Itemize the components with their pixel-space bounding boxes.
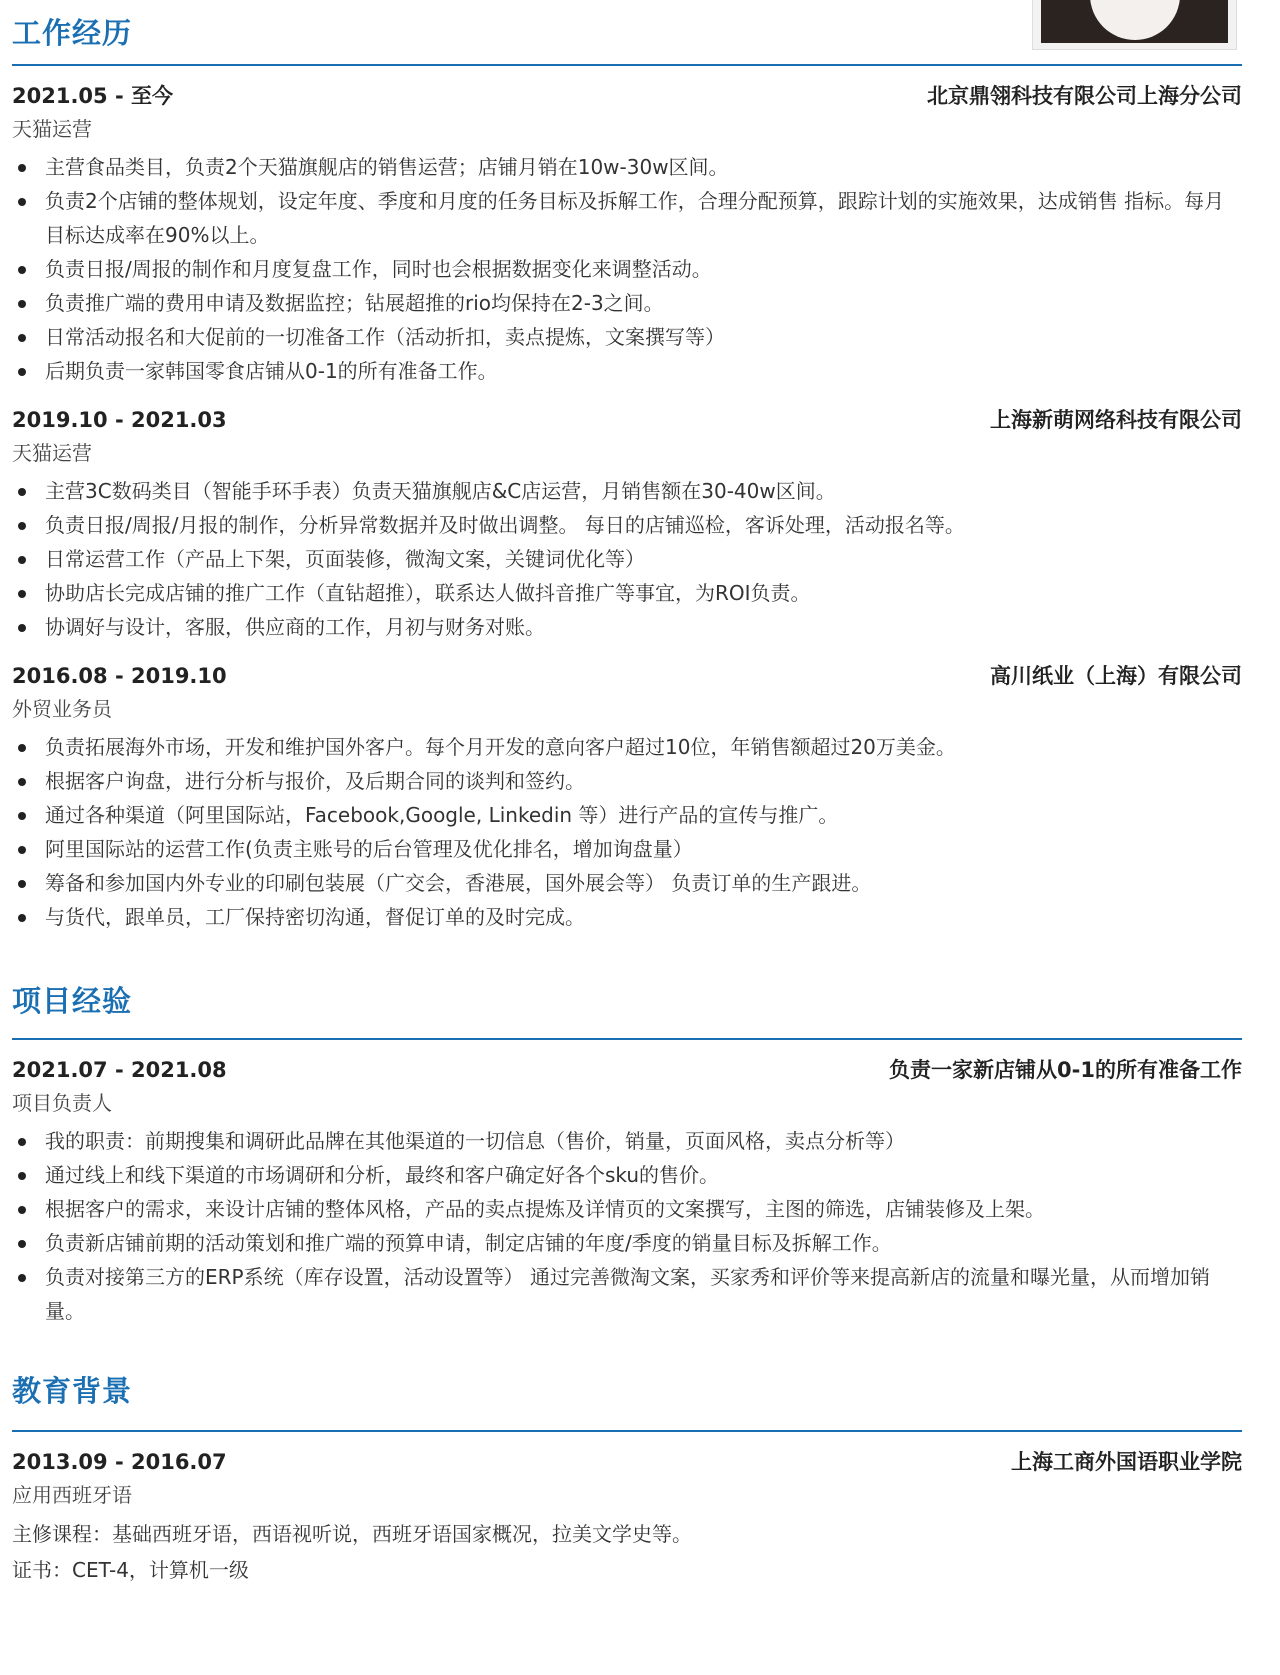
resume-page [12, 0, 1242, 1588]
entry-header [12, 404, 1242, 436]
section-divider [12, 1430, 1242, 1432]
entry-date: 2021.05 - 至今 [12, 84, 173, 108]
bullet-item: 根据客户的需求，来设计店铺的整体风格，产品的卖点提炼及详情页的文案撰写，主图的筛选，店铺装修及上架。 [12, 1192, 1242, 1226]
bullet-item: 负责2个店铺的整体规划，设定年度、季度和月度的任务目标及拆解工作，合理分配预算，跟踪计划的实施效果，达成销售 指标。每月目标达成率在90%以上。 [12, 184, 1242, 252]
education-entry [12, 1446, 1242, 1588]
work-entry [12, 80, 1242, 388]
certificates: 证书：CET-4，计算机一级 [12, 1558, 249, 1582]
project-name: 负责一家新店铺从0-1的所有准备工作 [889, 1058, 1242, 1082]
entry-date: 2021.07 - 2021.08 [12, 1058, 227, 1082]
bullet-item: 通过各种渠道（阿里国际站，Facebook,Google, Linkedin 等）进行产品的宣传与推广。 [12, 798, 1242, 832]
entry-company: 上海新萌网络科技有限公司 [990, 408, 1242, 432]
entry-role: 外贸业务员 [12, 697, 112, 721]
bullet-item: 负责拓展海外市场，开发和维护国外客户。每个月开发的意向客户超过10位，年销售额超过20万美金。 [12, 730, 1242, 764]
entry-role: 天猫运营 [12, 441, 92, 465]
entry-date: 2016.08 - 2019.10 [12, 664, 227, 688]
bullet-item: 负责日报/周报的制作和月度复盘工作，同时也会根据数据变化来调整活动。 [12, 252, 1242, 286]
work-entry [12, 660, 1242, 934]
entry-header [12, 660, 1242, 692]
section-title-education: 教育背景 [12, 1374, 133, 1408]
entry-header [12, 80, 1242, 112]
bullet-item: 协调好与设计，客服，供应商的工作，月初与财务对账。 [12, 610, 1242, 644]
entry-role: 天猫运营 [12, 117, 92, 141]
entry-bullets [12, 730, 1242, 934]
bullet-item: 负责推广端的费用申请及数据监控；钻展超推的rio均保持在2-3之间。 [12, 286, 1242, 320]
bullet-item: 我的职责：前期搜集和调研此品牌在其他渠道的一切信息（售价，销量，页面风格，卖点分析等） [12, 1124, 1242, 1158]
bullet-item: 日常活动报名和大促前的一切准备工作（活动折扣，卖点提炼，文案撰写等） [12, 320, 1242, 354]
bullet-item: 负责对接第三方的ERP系统（库存设置，活动设置等） 通过完善微淘文案，买家秀和评价等来提高新店的流量和曝光量，从而增加销量。 [12, 1260, 1242, 1328]
section-work-experience [12, 10, 1242, 934]
work-entry [12, 404, 1242, 644]
bullet-item: 负责新店铺前期的活动策划和推广端的预算申请，制定店铺的年度/季度的销量目标及拆解工作。 [12, 1226, 1242, 1260]
project-entry [12, 1054, 1242, 1328]
entry-bullets [12, 150, 1242, 388]
entry-company: 高川纸业（上海）有限公司 [990, 664, 1242, 688]
bullet-item: 筹备和参加国内外专业的印刷包装展（广交会，香港展，国外展会等） 负责订单的生产跟进。 [12, 866, 1242, 900]
entry-bullets [12, 1124, 1242, 1328]
entry-role: 项目负责人 [12, 1091, 112, 1115]
entry-header [12, 1446, 1242, 1478]
bullet-item: 主营3C数码类目（智能手环手表）负责天猫旗舰店&C店运营，月销售额在30-40w区间。 [12, 474, 1242, 508]
section-project-experience [12, 978, 1242, 1328]
entry-date: 2019.10 - 2021.03 [12, 408, 227, 432]
entry-date: 2013.09 - 2016.07 [12, 1450, 227, 1474]
major: 应用西班牙语 [12, 1483, 132, 1507]
bullet-item: 负责日报/周报/月报的制作，分析异常数据并及时做出调整。 每日的店铺巡检，客诉处理，活动报名等。 [12, 508, 1242, 542]
entry-header [12, 1054, 1242, 1086]
section-title-project: 项目经验 [12, 984, 133, 1018]
bullet-item: 日常运营工作（产品上下架，页面装修，微淘文案，关键词优化等） [12, 542, 1242, 576]
courses: 主修课程：基础西班牙语，西语视听说，西班牙语国家概况，拉美文学史等。 [12, 1522, 692, 1546]
section-title-work: 工作经历 [12, 16, 133, 50]
bullet-item: 主营食品类目，负责2个天猫旗舰店的销售运营；店铺月销在10w-30w区间。 [12, 150, 1242, 184]
bullet-item: 后期负责一家韩国零食店铺从0-1的所有准备工作。 [12, 354, 1242, 388]
bullet-item: 阿里国际站的运营工作(负责主账号的后台管理及优化排名，增加询盘量） [12, 832, 1242, 866]
entry-company: 北京鼎翎科技有限公司上海分公司 [927, 84, 1242, 108]
bullet-item: 通过线上和线下渠道的市场调研和分析，最终和客户确定好各个sku的售价。 [12, 1158, 1242, 1192]
bullet-item: 根据客户询盘，进行分析与报价，及后期合同的谈判和签约。 [12, 764, 1242, 798]
school-name: 上海工商外国语职业学院 [1011, 1450, 1242, 1474]
section-divider [12, 64, 1242, 66]
bullet-item: 协助店长完成店铺的推广工作（直钻超推），联系达人做抖音推广等事宜，为ROI负责。 [12, 576, 1242, 610]
bullet-item: 与货代，跟单员，工厂保持密切沟通，督促订单的及时完成。 [12, 900, 1242, 934]
entry-bullets [12, 474, 1242, 644]
section-divider [12, 1038, 1242, 1040]
section-education [12, 1368, 1242, 1588]
